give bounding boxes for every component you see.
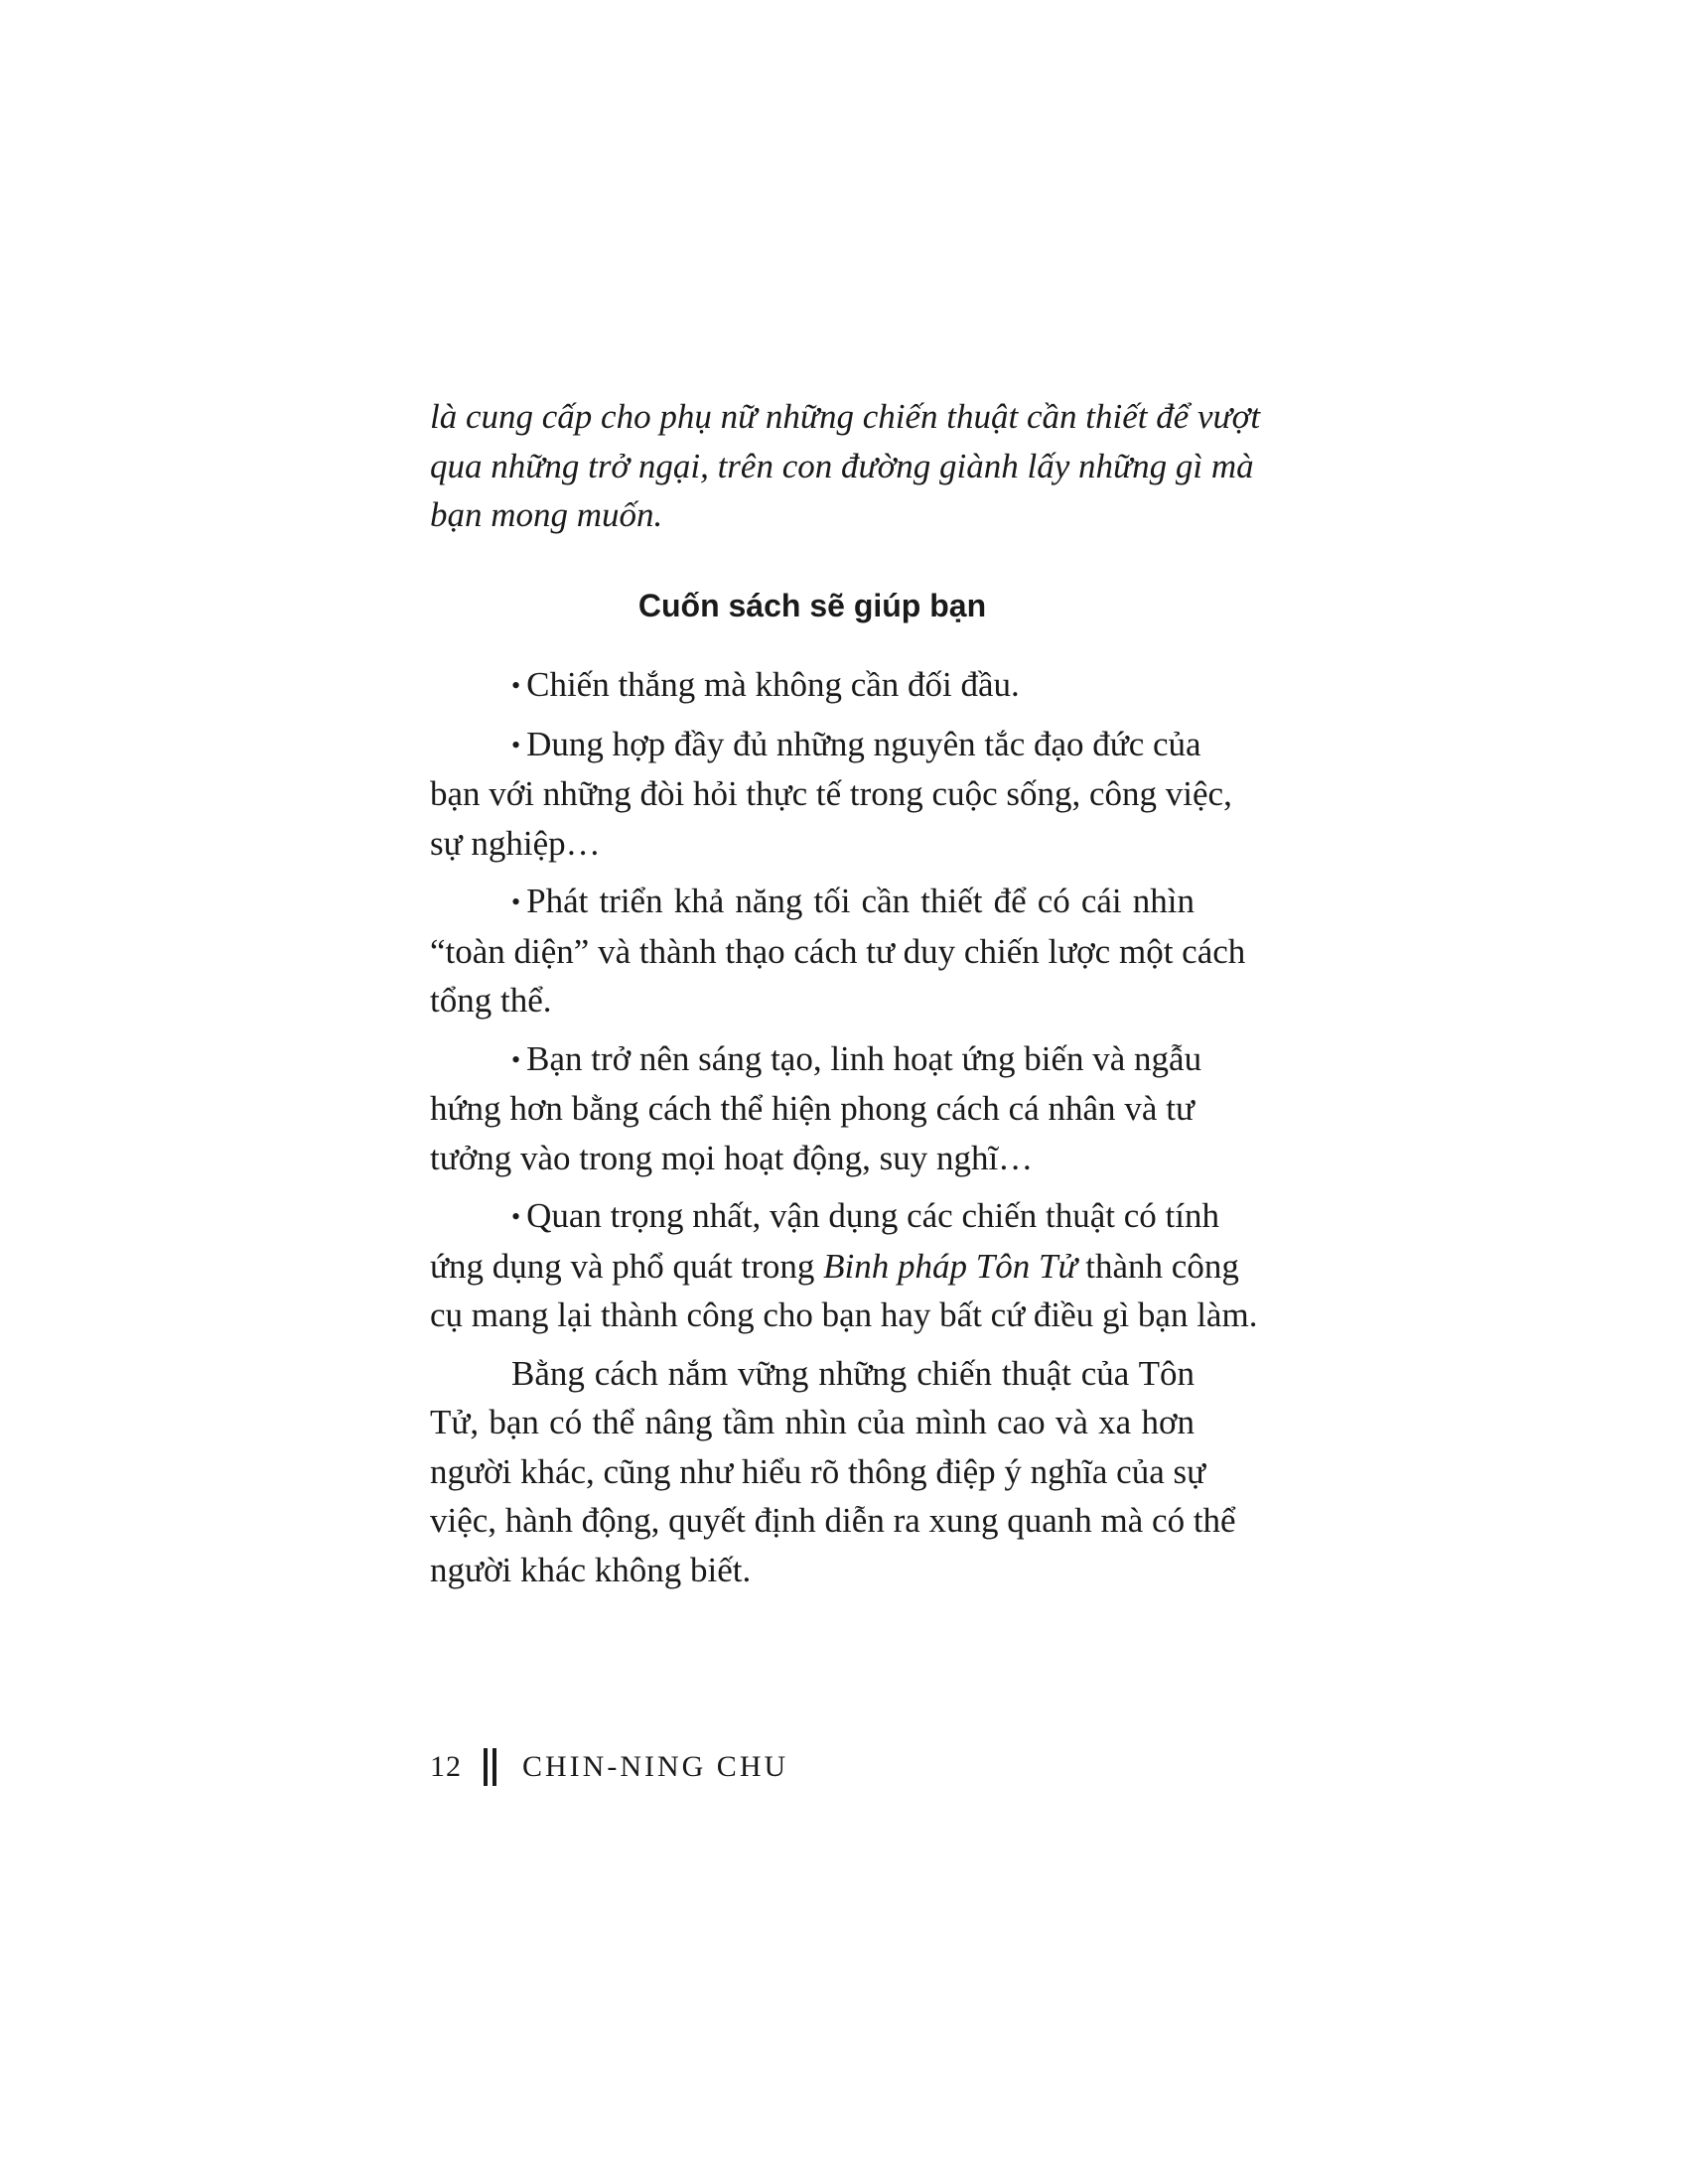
bullet-text: cụ mang lại thành công cho bạn hay bất cứ điều gì bạn làm.	[430, 1296, 1258, 1334]
bullet-text: tổng thể.	[430, 981, 552, 1020]
bullet-item	[430, 720, 1232, 869]
running-head-author: CHIN-NING CHU	[522, 1750, 789, 1783]
book-title: Binh pháp Tôn Tử	[823, 1246, 1077, 1286]
closing-line: người khác không biết.	[430, 1550, 752, 1589]
closing-line: Bằng cách nắm vững những chiến thuật của Tôn	[511, 1353, 1195, 1393]
bullet-text: tưởng vào trong mọi hoạt động, suy nghĩ…	[430, 1138, 1034, 1177]
bullet-icon: •	[511, 1202, 521, 1231]
bullet-text: Dung hợp đầy đủ những nguyên tắc đạo đức của	[526, 724, 1201, 763]
bullet-text: Bạn trở nên sáng tạo, linh hoạt ứng biến và ngẫu	[526, 1038, 1202, 1078]
closing-paragraph	[430, 1349, 1236, 1595]
footer-divider	[484, 1748, 496, 1786]
bullet-text: bạn với những đòi hỏi thực tế trong cuộc sống, công việc,	[430, 774, 1232, 813]
bullet-text: Chiến thắng mà không cần đối đầu.	[526, 665, 1020, 704]
bullet-text: thành công	[1085, 1246, 1239, 1286]
bullet-icon: •	[511, 671, 521, 700]
bullet-icon: •	[511, 1044, 521, 1074]
bullet-icon: •	[511, 887, 521, 916]
intro-line: qua những trở ngại, trên con đường giành lấy những gì mà	[430, 446, 1254, 485]
bullet-item	[430, 660, 1195, 711]
bullet-icon: •	[511, 730, 521, 759]
intro-line: là cung cấp cho phụ nữ những chiến thuật cần thiết để vượt	[430, 397, 1261, 436]
closing-line: việc, hành động, quyết định diễn ra xung quanh mà có thể	[430, 1501, 1236, 1540]
bullet-text: ứng dụng và phổ quát trong	[430, 1246, 815, 1286]
page-number: 12	[430, 1750, 462, 1783]
bullet-text: sự nghiệp…	[430, 823, 601, 863]
section-heading: Cuốn sách sẽ giúp bạn	[637, 588, 987, 623]
closing-line: Tử, bạn có thể nâng tầm nhìn của mình cao và xa hơn	[430, 1403, 1195, 1441]
intro-paragraph	[430, 392, 1261, 540]
bullet-item	[430, 1034, 1202, 1183]
intro-line: bạn mong muốn.	[430, 495, 663, 534]
body-text	[430, 660, 1258, 1603]
closing-line: người khác, cũng như hiểu rõ thông điệp ý nghĩa của sự	[430, 1451, 1206, 1491]
bullet-text: Quan trọng nhất, vận dụng các chiến thuật có tính	[526, 1196, 1219, 1235]
page-footer	[430, 1744, 788, 1790]
bullet-item	[430, 877, 1246, 1025]
bullet-text: “toàn diện” và thành thạo cách tư duy chiến lược một cách	[430, 931, 1246, 971]
bullet-text: hứng hơn bằng cách thể hiện phong cách cá nhân và tư	[430, 1089, 1195, 1128]
bullet-item	[430, 1191, 1258, 1340]
bullet-text: Phát triển khả năng tối cần thiết để có cái nhìn	[526, 882, 1195, 920]
